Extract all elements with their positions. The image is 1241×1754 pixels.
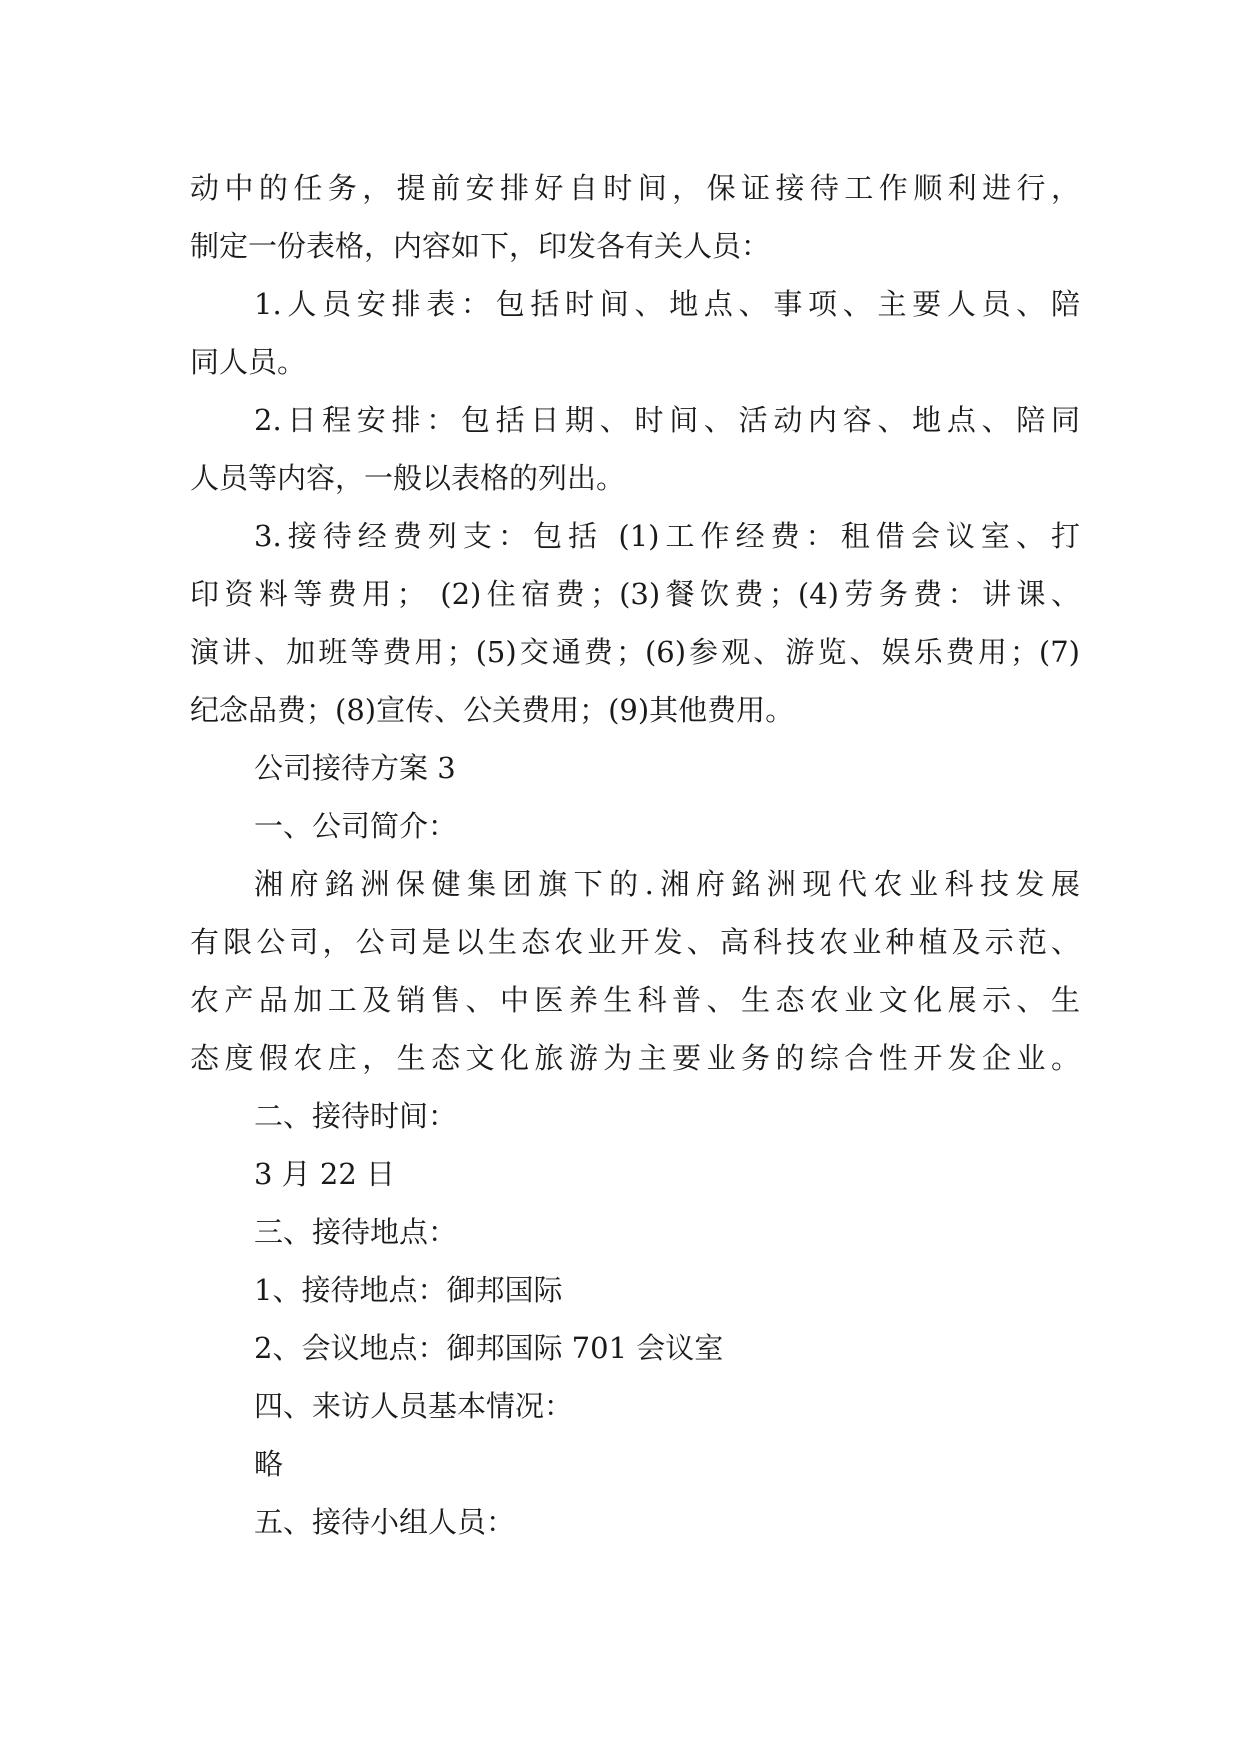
text-line: 1.人员安排表：包括时间、地点、事项、主要人员、陪 bbox=[254, 287, 1080, 321]
text-line: 演讲、加班等费用；(5)交通费；(6)参观、游览、娱乐费用；(7) bbox=[190, 635, 1080, 669]
text-line: 人员等内容，一般以表格的列出。 bbox=[190, 461, 626, 495]
text-line: 3 月 22 日 bbox=[254, 1157, 396, 1191]
text-line: 动中的任务，提前安排好自时间，保证接待工作顺利进行， bbox=[190, 171, 1080, 205]
text-line: 2、会议地点：御邦国际 701 会议室 bbox=[254, 1331, 724, 1365]
section-title: 公司接待方案 3 bbox=[254, 751, 456, 785]
text-line: 有限公司，公司是以生态农业开发、高科技农业种植及示范、 bbox=[190, 925, 1080, 959]
text-line: 1、接待地点：御邦国际 bbox=[254, 1273, 563, 1307]
text-line: 印资料等费用； (2)住宿费；(3)餐饮费；(4)劳务费：讲课、 bbox=[190, 577, 1080, 611]
section-heading: 一、公司简介： bbox=[254, 809, 458, 843]
text-line: 制定一份表格，内容如下，印发各有关人员： bbox=[190, 229, 771, 263]
text-line: 3.接待经费列支：包括 (1)工作经费：租借会议室、打 bbox=[254, 519, 1080, 553]
text-line: 同人员。 bbox=[190, 345, 307, 379]
section-heading: 四、来访人员基本情况： bbox=[254, 1389, 574, 1423]
text-line: 农产品加工及销售、中医养生科普、生态农业文化展示、生 bbox=[190, 983, 1080, 1017]
text-line: 略 bbox=[254, 1447, 284, 1481]
text-line: 态度假农庄，生态文化旅游为主要业务的综合性开发企业。 bbox=[190, 1041, 1080, 1075]
text-line: 湘府銘洲保健集团旗下的.湘府銘洲现代农业科技发展 bbox=[254, 867, 1080, 901]
section-heading: 三、接待地点： bbox=[254, 1215, 458, 1249]
section-heading: 五、接待小组人员： bbox=[254, 1505, 516, 1539]
section-heading: 二、接待时间： bbox=[254, 1099, 458, 1133]
text-line: 纪念品费；(8)宣传、公关费用；(9)其他费用。 bbox=[190, 693, 795, 727]
text-line: 2.日程安排：包括日期、时间、活动内容、地点、陪同 bbox=[254, 403, 1080, 437]
